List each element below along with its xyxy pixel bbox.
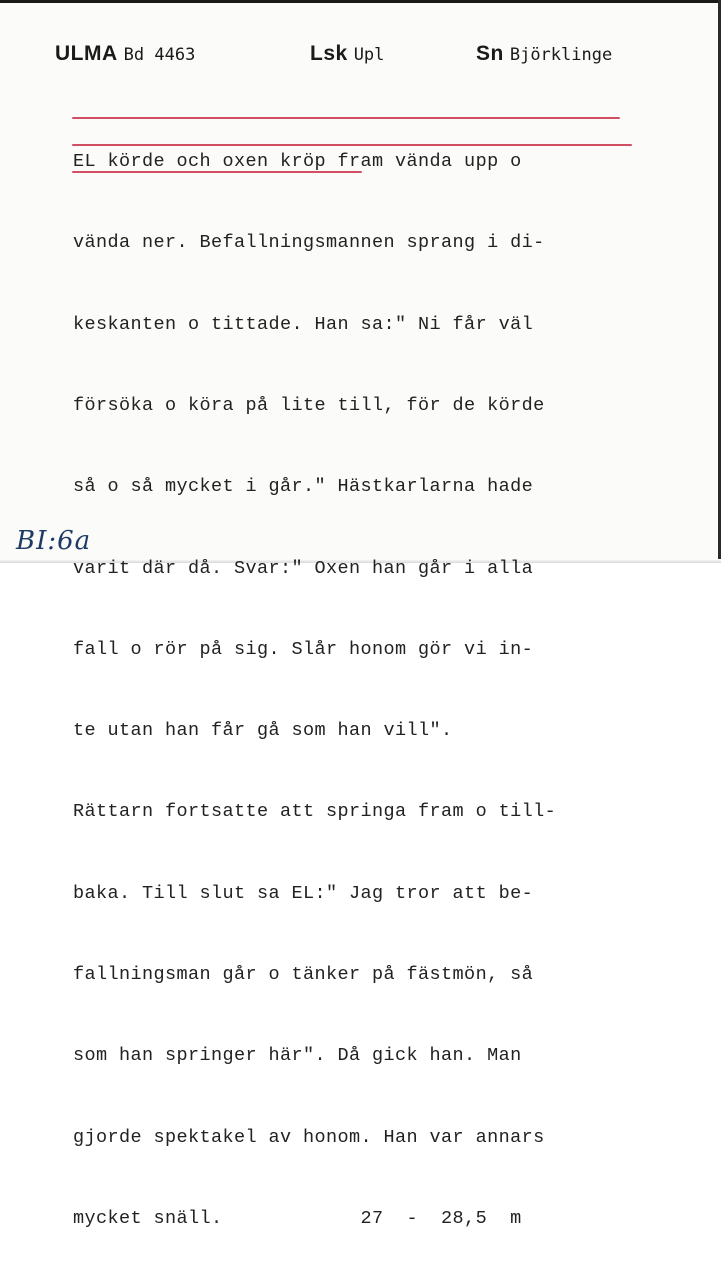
parish-field bbox=[476, 42, 612, 66]
county-value: Upl bbox=[353, 45, 385, 65]
handwritten-signum: BI:6a bbox=[16, 526, 92, 556]
text-line-11: fallningsman går o tänker på fästmön, så bbox=[73, 964, 534, 985]
text-line-2: vända ner. Befallningsmannen sprang i di- bbox=[73, 232, 545, 254]
text-line-13: gjorde spektakel av honom. Han var annars bbox=[73, 1126, 545, 1148]
archive-value: Bd 4463 bbox=[123, 45, 196, 65]
text-line-6: varit där då. Svar:" Oxen han går i alla bbox=[73, 557, 534, 579]
text-line-1: EL körde och oxen kröp fram vända upp o bbox=[73, 151, 522, 173]
card-body-text bbox=[73, 94, 556, 1286]
text-line-9: Rättarn fortsatte att springa fram o till- bbox=[73, 801, 557, 823]
text-line-7: fall o rör på sig. Slår honom gör vi in- bbox=[73, 638, 534, 660]
text-line-4: försöka o köra på lite till, för de körde bbox=[73, 395, 545, 417]
text-line-8: te utan han får gå som han vill". bbox=[73, 720, 453, 742]
card-top-edge bbox=[0, 0, 721, 3]
text-line-12: som han springer här". Då gick han. Man bbox=[73, 1045, 522, 1067]
text-line-3: keskanten o tittade. Han sa:" Ni får väl bbox=[73, 313, 534, 335]
county-field bbox=[310, 42, 384, 66]
parish-label: Sn bbox=[476, 42, 504, 65]
text-line-5: så o så mycket i går." Hästkarlarna hade bbox=[73, 476, 534, 498]
archive-field bbox=[55, 42, 195, 66]
archive-label: ULMA bbox=[55, 42, 118, 65]
county-label: Lsk bbox=[310, 42, 348, 65]
parish-value: Björklinge bbox=[509, 45, 613, 65]
text-line-10: baka. Till slut sa EL:" Jag tror att be- bbox=[73, 882, 534, 904]
text-line-14: mycket snäll. 27 - 28,5 m bbox=[73, 1207, 522, 1229]
